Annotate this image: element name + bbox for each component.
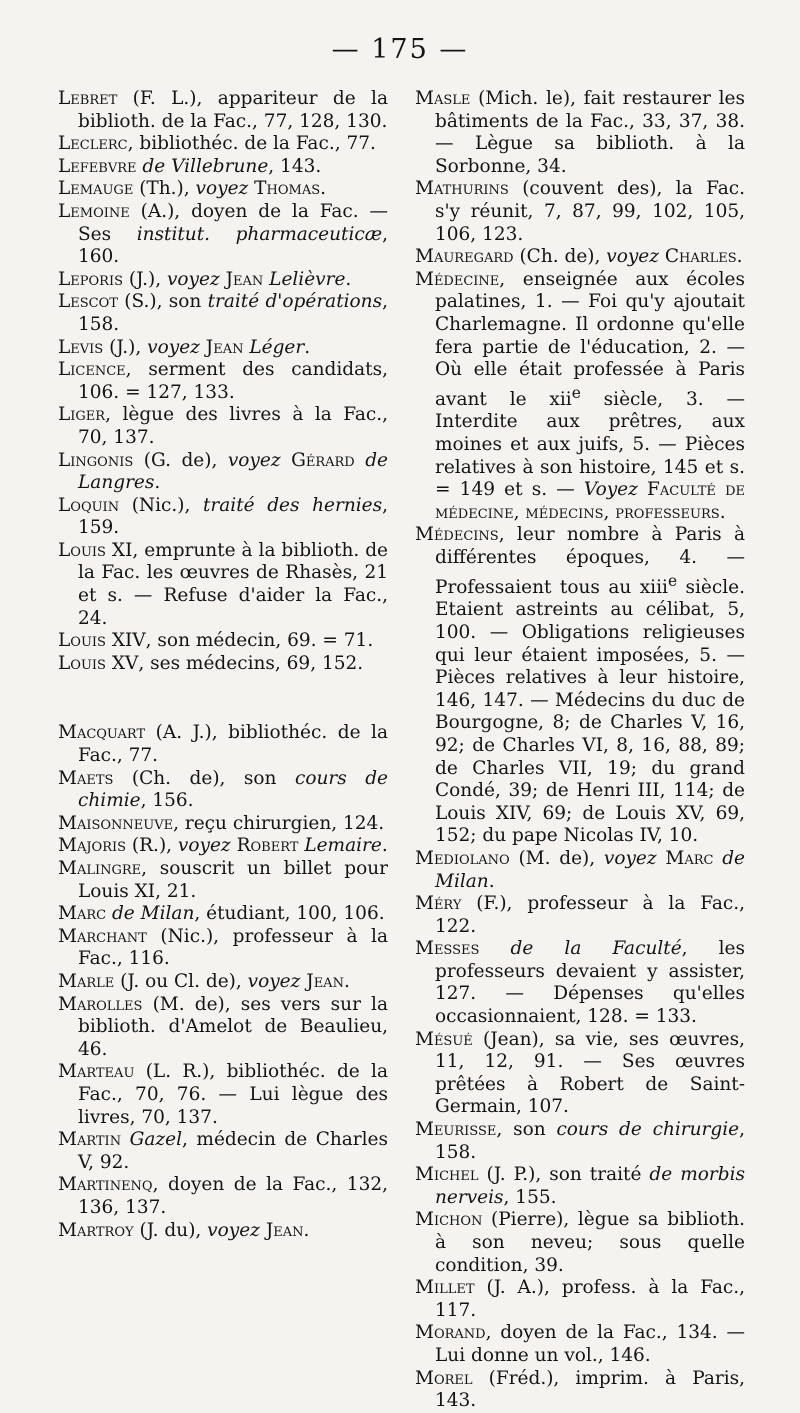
italic-text: cours de chirurgie bbox=[556, 1119, 740, 1141]
italic-text: de Milan bbox=[435, 847, 745, 892]
entry-text: . bbox=[719, 501, 726, 523]
entry-text: , souscrit un billet pour Louis XI, 21. bbox=[78, 858, 388, 902]
italic-text: de morbis nerveis bbox=[435, 1164, 745, 1208]
entry-text: , ses médecins, 69, 152. bbox=[138, 652, 364, 674]
left-column bbox=[58, 88, 388, 1242]
italic-text: de la Faculté bbox=[510, 938, 682, 960]
entry-text: (M. de), ses vers sur la biblioth. d'Amelot de Beaulieu, 46. bbox=[78, 993, 388, 1060]
entry-headword: Morel bbox=[415, 1367, 473, 1389]
index-entry bbox=[415, 1209, 745, 1277]
entry-headword: Michon bbox=[415, 1209, 483, 1231]
right-column bbox=[415, 88, 745, 1413]
entry-text: (F.), professeur à la Fac., 122. bbox=[435, 893, 745, 937]
italic-text: institut. pharmaceuticæ bbox=[136, 223, 383, 245]
entry-text: , son médecin, 69. = 71. bbox=[145, 630, 374, 652]
entry-headword: Médecins bbox=[415, 524, 499, 546]
entry-headword: Majoris bbox=[58, 835, 127, 857]
entry-headword: Liger bbox=[58, 404, 106, 426]
entry-headword: Martinenq bbox=[58, 1174, 153, 1196]
entry-text: , doyen de la Fac., 132, 136, 137. bbox=[78, 1174, 388, 1218]
entry-text: , 158. bbox=[435, 1119, 745, 1163]
italic-text: de Langres bbox=[78, 449, 388, 494]
index-entry bbox=[58, 156, 388, 179]
entry-headword: Médecine bbox=[415, 268, 500, 290]
entry-text: siècle, 3. — Interdite aux prêtres, aux moines et aux juifs, 5. — Pièces relatives à son histoire, 145 et s. = 149 et s. — bbox=[435, 388, 745, 501]
entry-text: (R.), bbox=[126, 835, 178, 857]
cross-reference: Jean bbox=[205, 336, 244, 358]
superscript: e bbox=[571, 383, 581, 402]
entry-text: , reçu chirurgien, 124. bbox=[173, 812, 385, 834]
entry-headword: Mauregard bbox=[415, 246, 514, 268]
index-entry bbox=[415, 1322, 745, 1367]
entry-text: , 143. bbox=[268, 155, 322, 177]
entry-headword: Lebret bbox=[58, 88, 118, 109]
index-entry bbox=[58, 404, 388, 449]
cross-reference: Robert bbox=[236, 835, 299, 857]
index-entry bbox=[58, 768, 388, 813]
entry-text: (Th.), bbox=[133, 178, 196, 200]
index-entry bbox=[58, 926, 388, 971]
index-entry bbox=[415, 524, 745, 847]
entry-text: . bbox=[303, 1219, 310, 1241]
cross-reference: Thomas bbox=[254, 178, 321, 200]
entry-text: (J. A.), profess. à la Fac., 117. bbox=[435, 1277, 745, 1321]
entry-headword: Lemauge bbox=[58, 178, 134, 200]
entry-text: (Fréd.), imprim. à Paris, 143. bbox=[435, 1367, 745, 1412]
entry-text: , 158. bbox=[78, 291, 388, 335]
index-entry bbox=[415, 1029, 745, 1119]
entry-headword: Lemoine bbox=[58, 200, 130, 222]
entry-text: . bbox=[343, 970, 350, 992]
cross-reference: Marc bbox=[665, 847, 714, 869]
index-entry bbox=[415, 938, 745, 1028]
italic-text: cours de chimie bbox=[78, 767, 388, 812]
index-entry bbox=[415, 1164, 745, 1209]
italic-text: traité des hernies bbox=[202, 494, 383, 516]
entry-text: (G. de), bbox=[133, 449, 228, 471]
index-entry bbox=[415, 1277, 745, 1322]
entry-text: . bbox=[320, 178, 327, 200]
italic-text: Lemaire bbox=[304, 835, 382, 857]
entry-headword: Michel bbox=[415, 1164, 479, 1186]
italic-text: de Milan bbox=[111, 903, 195, 925]
index-entry bbox=[58, 903, 388, 926]
index-entry bbox=[58, 178, 388, 201]
entry-headword: Marle bbox=[58, 970, 115, 992]
entry-headword: Mediolano bbox=[415, 847, 510, 869]
index-entry bbox=[415, 178, 745, 246]
cross-reference: Gérard bbox=[291, 449, 355, 471]
entry-text: (Ch. de), son bbox=[113, 767, 295, 789]
entry-text: (A. J.), bibliothéc. de la Fac., 77. bbox=[78, 722, 388, 767]
entry-text: siècle. Etaient astreints au célibat, 5, 100. — Obligations religieuses qui leur étaient imposées, 5. — Pièces relatives à leur histoire, 146, 147. — Médecins du duc de Bourgogne, 8; de Charles V, 16, 92; de Charles VI, 8, 16, 88, 89; de Charles VII, 19; du grand Condé, 39; de Henri III, 114; de Louis XIV, 69; de Louis XV, 69, 152; du pape Nicolas IV, 10. bbox=[435, 576, 745, 847]
italic-text: traité d'opérations bbox=[207, 291, 383, 313]
entry-text: (M. de), bbox=[509, 847, 604, 869]
index-entry bbox=[415, 88, 745, 178]
italic-text: voyez bbox=[177, 835, 231, 857]
entry-headword: Marchant bbox=[58, 925, 147, 947]
cross-reference: Charles bbox=[664, 246, 737, 268]
italic-text: voyez bbox=[247, 970, 301, 992]
entry-headword: Marteau bbox=[58, 1061, 135, 1083]
entry-text bbox=[281, 450, 291, 471]
entry-text: (A.), doyen de la Fac. — Ses bbox=[78, 200, 388, 245]
entry-headword: Licence bbox=[58, 359, 126, 381]
entry-headword: Mathurins bbox=[415, 178, 509, 200]
entry-headword: Louis XIV bbox=[58, 630, 146, 652]
page-number: — 175 — bbox=[331, 34, 469, 65]
entry-headword: Mésué bbox=[415, 1028, 473, 1050]
entry-headword: Lescot bbox=[58, 291, 118, 313]
entry-headword: Millet bbox=[415, 1277, 475, 1299]
index-entry bbox=[58, 337, 388, 360]
entry-text: , bibliothéc. de la Fac., 77. bbox=[127, 133, 376, 155]
entry-text: , emprunte à la biblioth. de la Fac. les œuvres de Rhasès, 21 et s. — Refuse d'aider la Fac., 24. bbox=[78, 539, 388, 629]
italic-text: Gazel bbox=[129, 1129, 183, 1151]
entry-text: (couvent des), la Fac. s'y réunit, 7, 87, 99, 102, 105, 106, 123. bbox=[435, 178, 745, 245]
italic-text: de Villebrune bbox=[142, 155, 269, 177]
entry-text bbox=[638, 479, 647, 500]
index-entry bbox=[58, 201, 388, 269]
entry-text: (J. P.), son traité bbox=[478, 1164, 650, 1186]
index-entry bbox=[58, 653, 388, 676]
entry-text: , serment des candidats, 106. = 127, 133. bbox=[78, 359, 388, 403]
index-entry bbox=[58, 835, 388, 858]
entry-text: (Mich. le), fait restaurer les bâtiments de la Fac., 33, 37, 38. — Lègue sa biblioth. à la Sorbonne, 34. bbox=[435, 88, 745, 177]
italic-text: voyez bbox=[207, 1219, 260, 1241]
italic-text: Léger bbox=[249, 336, 305, 358]
entry-text: (J.), bbox=[103, 336, 148, 358]
italic-text: voyez bbox=[227, 449, 281, 471]
entry-text: (Ch. de), bbox=[513, 246, 607, 268]
italic-text: voyez bbox=[603, 847, 657, 869]
entry-text: (Nic.), bbox=[119, 494, 203, 516]
index-entry bbox=[58, 133, 388, 156]
index-entry bbox=[415, 848, 745, 893]
italic-text: voyez bbox=[166, 268, 220, 290]
entry-headword: Martroy bbox=[58, 1219, 134, 1241]
entry-text: (J. du), bbox=[133, 1219, 208, 1241]
italic-text: Voyez bbox=[583, 479, 638, 501]
entry-text: . bbox=[381, 835, 388, 857]
index-entry bbox=[58, 994, 388, 1062]
index-entry bbox=[58, 359, 388, 404]
entry-headword: Morand bbox=[415, 1322, 486, 1344]
entry-headword: Leclerc bbox=[58, 133, 128, 155]
entry-text: , étudiant, 100, 106. bbox=[194, 903, 385, 925]
entry-text bbox=[121, 1129, 130, 1150]
index-entry bbox=[58, 813, 388, 836]
entry-headword: Méry bbox=[415, 893, 462, 915]
entry-text: , 155. bbox=[503, 1186, 557, 1208]
italic-text: voyez bbox=[147, 336, 200, 358]
index-entry bbox=[58, 269, 388, 292]
entry-headword: Louis XI bbox=[58, 539, 133, 561]
entry-headword: Meurisse bbox=[415, 1119, 497, 1141]
entry-headword: Messes bbox=[415, 938, 480, 960]
entry-text: (Jean), sa vie, ses œuvres, 11, 12, 91. — Ses œuvres prêtées à Robert de Saint-Germain, 107. bbox=[435, 1028, 745, 1118]
index-entry bbox=[58, 495, 388, 540]
entry-text: (S.), son bbox=[117, 291, 208, 313]
entry-text: (J.), bbox=[123, 268, 167, 290]
index-entry bbox=[415, 893, 745, 938]
index-entry bbox=[58, 291, 388, 336]
index-entry bbox=[415, 1368, 745, 1413]
entry-headword: Loquin bbox=[58, 494, 120, 516]
entry-headword: Maets bbox=[58, 767, 114, 789]
entry-text: . bbox=[154, 472, 161, 494]
entry-text: (F. L.), appariteur de la biblioth. de la Fac., 77, 128, 130. bbox=[78, 88, 388, 132]
entry-text bbox=[479, 938, 510, 959]
index-entry bbox=[58, 1061, 388, 1129]
index-entry bbox=[415, 269, 745, 525]
index-entry bbox=[415, 1119, 745, 1164]
italic-text: voyez bbox=[606, 246, 660, 268]
entry-text: , lègue des livres à la Fac., 70, 137. bbox=[78, 404, 388, 448]
entry-text: , médecin de Charles V, 92. bbox=[78, 1129, 388, 1173]
index-entry bbox=[415, 246, 745, 269]
cross-reference: Jean bbox=[306, 970, 344, 992]
index-entry bbox=[58, 450, 388, 495]
index-entry bbox=[58, 722, 388, 767]
section-gap bbox=[58, 675, 388, 722]
entry-text: , les professeurs devaient y assister, 127. — Dépenses qu'elles occasionnaient, 128. = 133. bbox=[435, 938, 745, 1028]
entry-headword: Martin bbox=[58, 1129, 122, 1151]
index-entry bbox=[58, 1174, 388, 1219]
index-entry bbox=[58, 630, 388, 653]
entry-text bbox=[713, 848, 722, 869]
index-entry bbox=[58, 1129, 388, 1174]
entry-headword: Macquart bbox=[58, 722, 146, 744]
entry-headword: Lefebvre bbox=[58, 155, 137, 177]
entry-headword: Marc bbox=[58, 903, 107, 925]
entry-text: . bbox=[304, 336, 311, 358]
entry-headword: Masle bbox=[415, 88, 471, 109]
italic-text: voyez bbox=[195, 178, 249, 200]
entry-text: . bbox=[488, 870, 495, 892]
index-entry bbox=[58, 88, 388, 133]
entry-headword: Lingonis bbox=[58, 449, 134, 471]
entry-text: , 160. bbox=[78, 223, 389, 268]
index-entry bbox=[58, 858, 388, 903]
entry-text: . bbox=[736, 246, 743, 268]
italic-text: Lelièvre bbox=[269, 268, 346, 290]
entry-text: (L. R.), bibliothéc. de la Fac., 70, 76. — Lui lègue des livres, 70, 137. bbox=[78, 1061, 388, 1128]
entry-headword: Leporis bbox=[58, 268, 124, 290]
cross-reference: Jean bbox=[265, 1219, 304, 1241]
cross-reference: Faculté de médecine, médecins, professeurs bbox=[435, 479, 745, 523]
entry-text: (Pierre), lègue sa biblioth. à son neveu; sous quelle condition, 39. bbox=[435, 1209, 745, 1276]
entry-text: (J. ou Cl. de), bbox=[114, 970, 248, 992]
entry-headword: Louis XV bbox=[58, 652, 139, 674]
entry-text: , doyen de la Fac., 134. — Lui donne un vol., 146. bbox=[435, 1322, 745, 1366]
entry-headword: Maisonneuve bbox=[58, 812, 174, 834]
cross-reference: Jean bbox=[225, 268, 264, 290]
index-entry bbox=[58, 540, 388, 630]
entry-text: , 156. bbox=[140, 790, 194, 812]
entry-headword: Marolles bbox=[58, 993, 143, 1015]
entry-text bbox=[355, 450, 365, 471]
entry-text: . bbox=[345, 268, 352, 290]
entry-text: , enseignée aux écoles palatines, 1. — Foi qu'y ajoutait Charlemagne. Il ordonne qu'elle fera partie de l'éducation, 2. — Où elle était professée à Paris avant le xii bbox=[435, 268, 745, 410]
entry-text: (Nic.), professeur à la Fac., 116. bbox=[78, 925, 388, 970]
entry-text: , 159. bbox=[78, 494, 388, 539]
entry-text: , leur nombre à Paris à différentes époques, 4. — Professaient tous au xiii bbox=[435, 524, 745, 598]
superscript: e bbox=[667, 571, 678, 590]
entry-headword: Malingre bbox=[58, 858, 142, 879]
entry-text: , son bbox=[496, 1119, 557, 1141]
index-entry bbox=[58, 1220, 388, 1243]
entry-headword: Levis bbox=[58, 336, 104, 358]
index-entry bbox=[58, 971, 388, 994]
